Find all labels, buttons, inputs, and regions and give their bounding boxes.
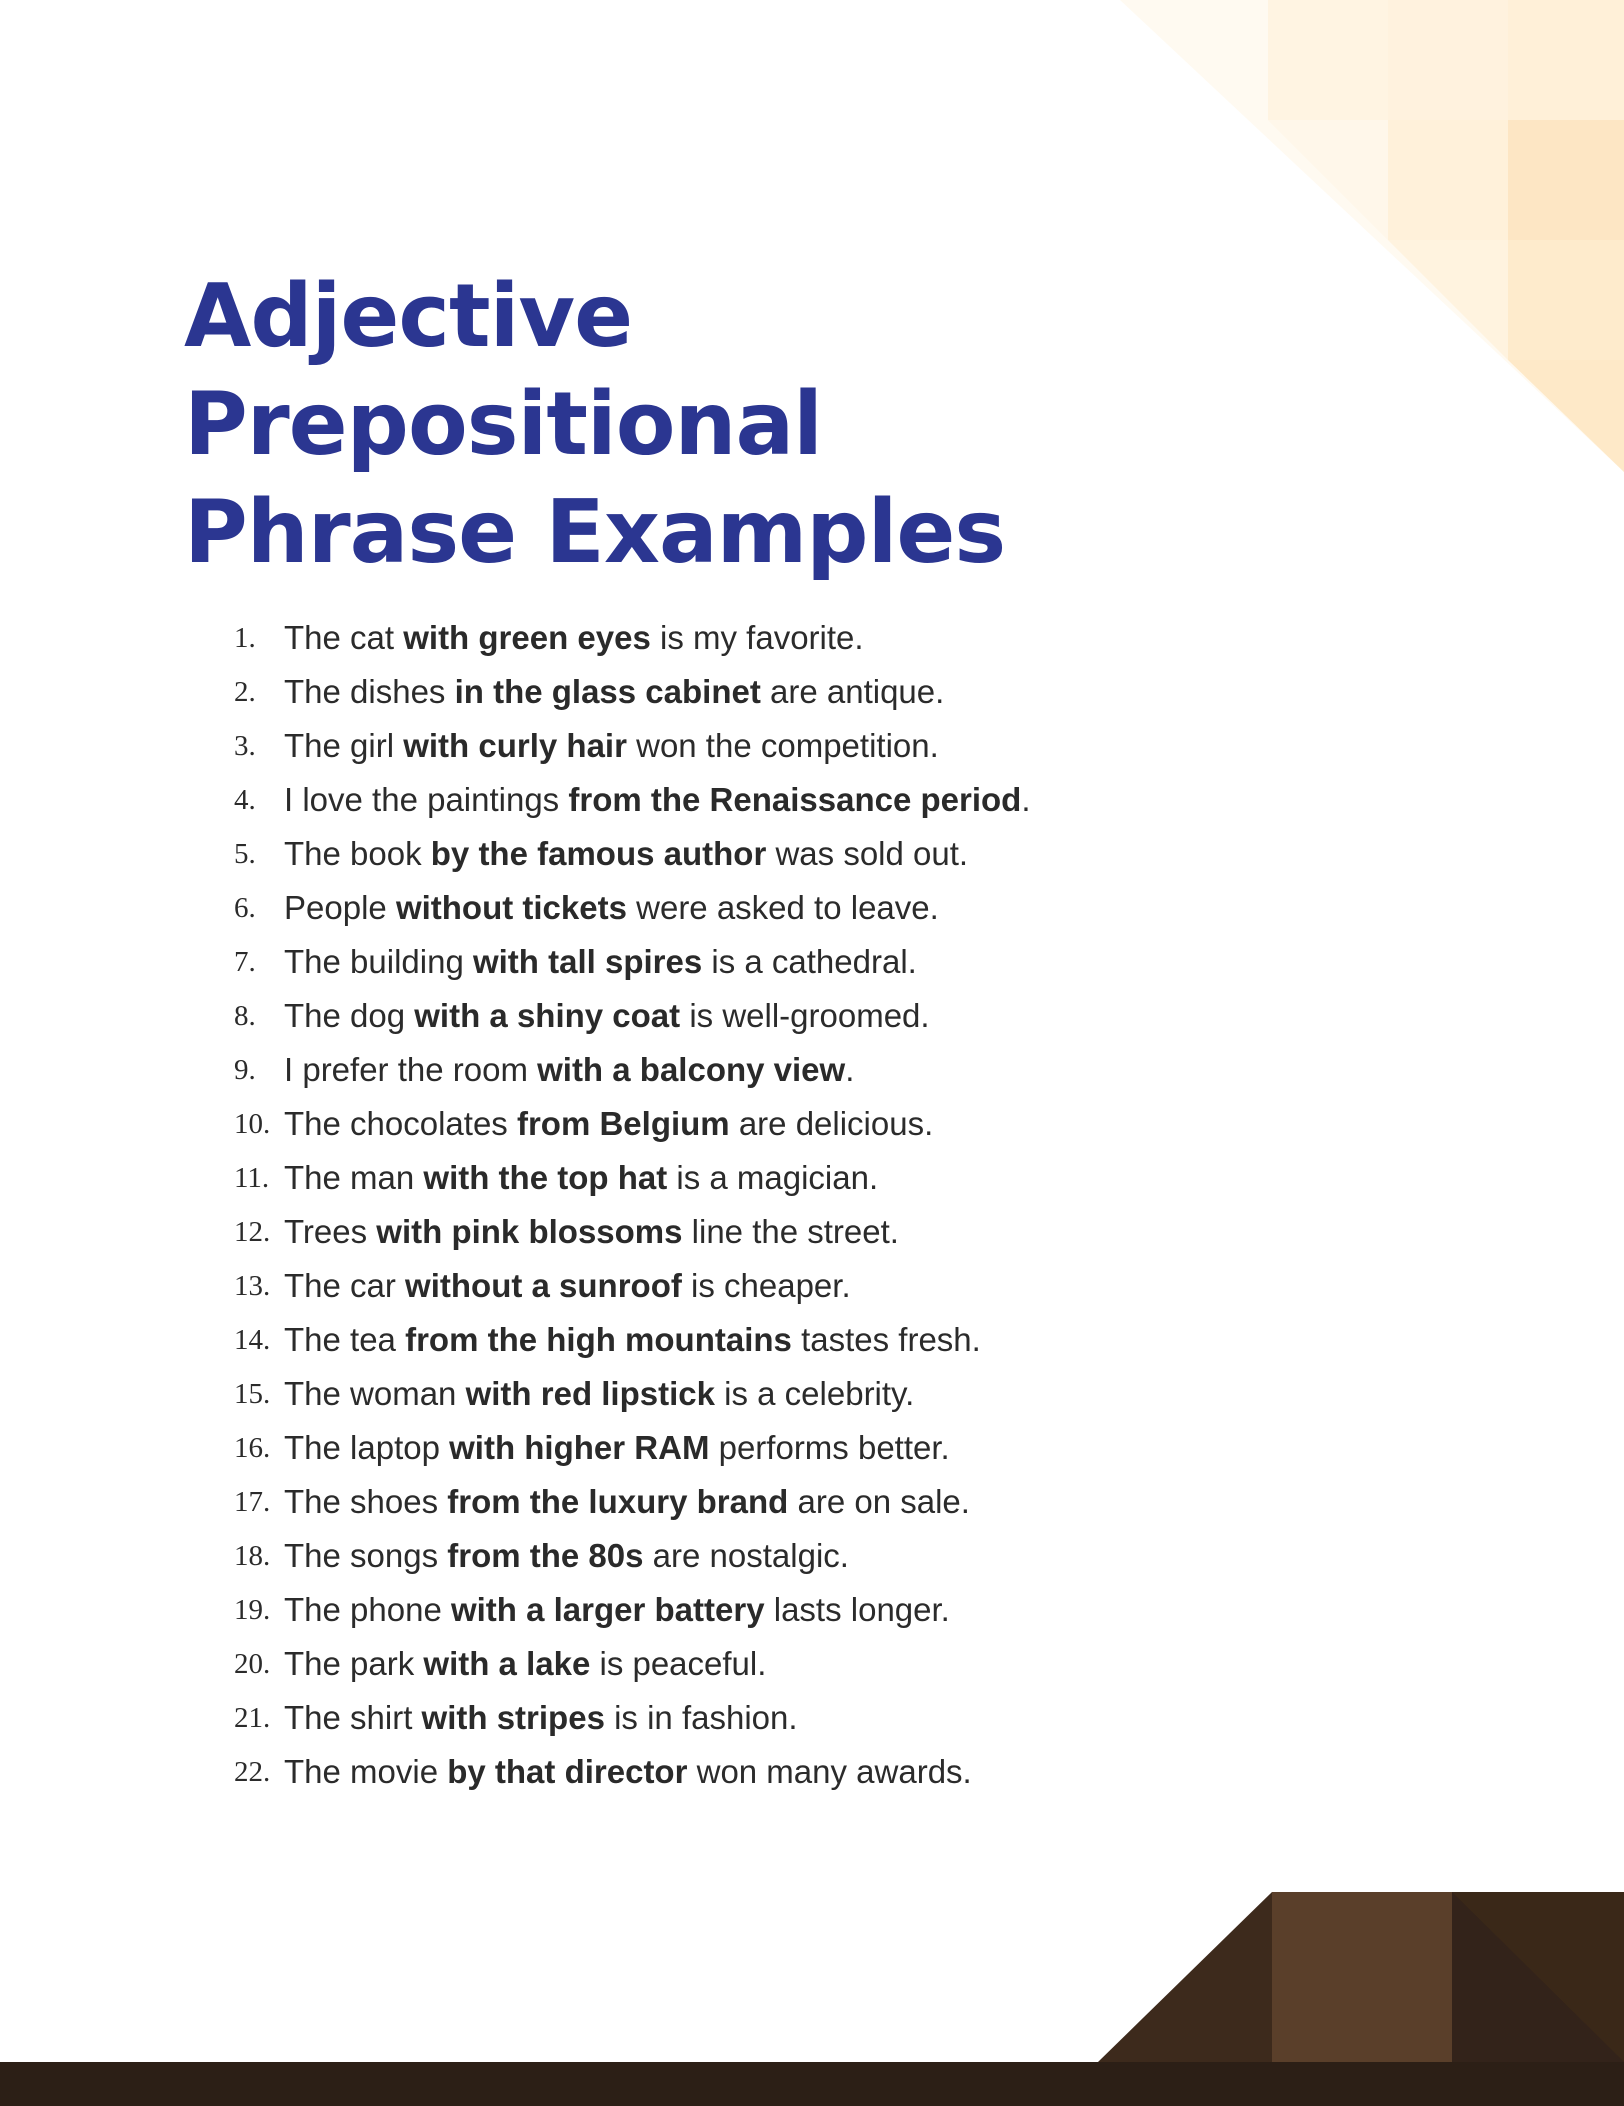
list-item [234,827,1031,881]
prepositional-phrase: with pink blossoms [376,1213,683,1250]
list-item-number: 11. [234,1161,270,1194]
list-item-text: won the competition. [626,727,939,764]
list-item-text: tastes fresh. [791,1321,981,1358]
list-item-number: 17. [234,1485,271,1518]
list-item-number: 10. [234,1107,271,1140]
prepositional-phrase: without a sunroof [405,1267,682,1304]
list-item-number: 9. [234,1053,256,1086]
list-item-text: is a celebrity. [714,1375,915,1412]
list-item-number: 21. [234,1701,271,1734]
list-item-number: 22. [234,1755,271,1788]
list-item-text: lasts longer. [764,1591,950,1628]
prepositional-phrase: with a larger battery [450,1591,765,1628]
list-item-number: 7. [234,945,256,978]
prepositional-phrase: from the luxury brand [447,1483,789,1520]
list-item-number: 14. [234,1323,271,1356]
prepositional-phrase: from the 80s [447,1537,644,1574]
list-item-number: 8. [234,999,256,1032]
list-item [234,1637,1031,1691]
list-item-text: The shirt [284,1699,422,1736]
prepositional-phrase: with tall spires [472,943,703,980]
list-item-number: 13. [234,1269,271,1302]
list-item [234,1367,1031,1421]
list-item [234,1421,1031,1475]
list-item-text: performs better. [709,1429,950,1466]
title-line-3: Phrase Examples [184,481,1006,583]
list-item [234,1475,1031,1529]
prepositional-phrase: with a balcony view [537,1051,846,1088]
list-item-text: . [1021,781,1031,818]
page-title [184,262,1284,586]
prepositional-phrase: with stripes [421,1699,605,1736]
list-item-number: 3. [234,729,256,762]
list-item-text: The woman [284,1375,466,1412]
list-item-text: The girl [284,727,404,764]
list-item-text: line the street. [682,1213,899,1250]
examples-list [234,611,1031,1799]
list-item-text: The movie [284,1753,448,1790]
list-item-text: is a cathedral. [702,943,917,980]
prepositional-phrase: from Belgium [516,1105,730,1142]
list-item [234,1313,1031,1367]
list-item-text: Trees [284,1213,377,1250]
list-item-text: The park [284,1645,424,1682]
prepositional-phrase: with a shiny coat [414,997,681,1034]
list-item-text: . [845,1051,855,1088]
list-item-text: The laptop [284,1429,450,1466]
list-item-text: won many awards. [687,1753,972,1790]
prepositional-phrase: from the high mountains [405,1321,792,1358]
list-item-text: are on sale. [788,1483,970,1520]
list-item [234,1097,1031,1151]
list-item [234,611,1031,665]
prepositional-phrase: by that director [447,1753,688,1790]
prepositional-phrase: with higher RAM [449,1429,710,1466]
list-item-number: 16. [234,1431,271,1464]
list-item-number: 15. [234,1377,271,1410]
list-item-text: is well-groomed. [680,997,930,1034]
list-item-text: I love the paintings [284,781,569,818]
list-item [234,1043,1031,1097]
list-item [234,665,1031,719]
list-item-number: 6. [234,891,256,924]
list-item [234,1745,1031,1799]
bottom-decoration [0,1892,1624,2106]
list-item-text: were asked to leave. [626,889,939,926]
list-item-text: The chocolates [284,1105,517,1142]
list-item [234,935,1031,989]
list-item-text: The dishes [284,673,455,710]
list-item-number: 18. [234,1539,271,1572]
list-item-text: was sold out. [766,835,969,872]
list-item-text: The cat [284,619,404,656]
list-item-text: The car [284,1267,406,1304]
prepositional-phrase: in the glass cabinet [454,673,761,710]
list-item [234,1259,1031,1313]
list-item-text: is a magician. [667,1159,879,1196]
list-item [234,719,1031,773]
list-item [234,1151,1031,1205]
list-item [234,773,1031,827]
list-item [234,1691,1031,1745]
list-item-text: The tea [284,1321,406,1358]
prepositional-phrase: from the Renaissance period [568,781,1022,818]
list-item-number: 1. [234,621,256,654]
prepositional-phrase: with green eyes [403,619,651,656]
list-item-text: is my favorite. [650,619,864,656]
prepositional-phrase: with a lake [423,1645,591,1682]
list-item-number: 12. [234,1215,271,1248]
list-item-number: 19. [234,1593,271,1626]
title-line-1: Adjective [184,265,633,367]
prepositional-phrase: by the famous author [430,835,767,872]
title-line-2: Prepositional [184,373,822,475]
prepositional-phrase: with the top hat [423,1159,668,1196]
list-item-text: People [284,889,396,926]
list-item [234,1205,1031,1259]
list-item-text: is cheaper. [681,1267,851,1304]
prepositional-phrase: without tickets [395,889,627,926]
list-item-number: 2. [234,675,256,708]
list-item [234,1583,1031,1637]
list-item-text: The phone [284,1591,451,1628]
list-item [234,1529,1031,1583]
list-item-text: The songs [284,1537,448,1574]
list-item-text: is peaceful. [590,1645,767,1682]
list-item-text: The building [284,943,473,980]
prepositional-phrase: with red lipstick [465,1375,715,1412]
list-item-text: are nostalgic. [643,1537,849,1574]
list-item-text: The dog [284,997,415,1034]
list-item-text: are antique. [760,673,945,710]
list-item [234,881,1031,935]
list-item-text: The shoes [284,1483,448,1520]
list-item-number: 5. [234,837,256,870]
list-item-text: are delicious. [729,1105,934,1142]
list-item-text: The book [284,835,431,872]
list-item-number: 20. [234,1647,271,1680]
list-item-text: The man [284,1159,424,1196]
prepositional-phrase: with curly hair [403,727,627,764]
list-item-number: 4. [234,783,256,816]
list-item-text: I prefer the room [284,1051,538,1088]
list-item-text: is in fashion. [604,1699,798,1736]
list-item [234,989,1031,1043]
